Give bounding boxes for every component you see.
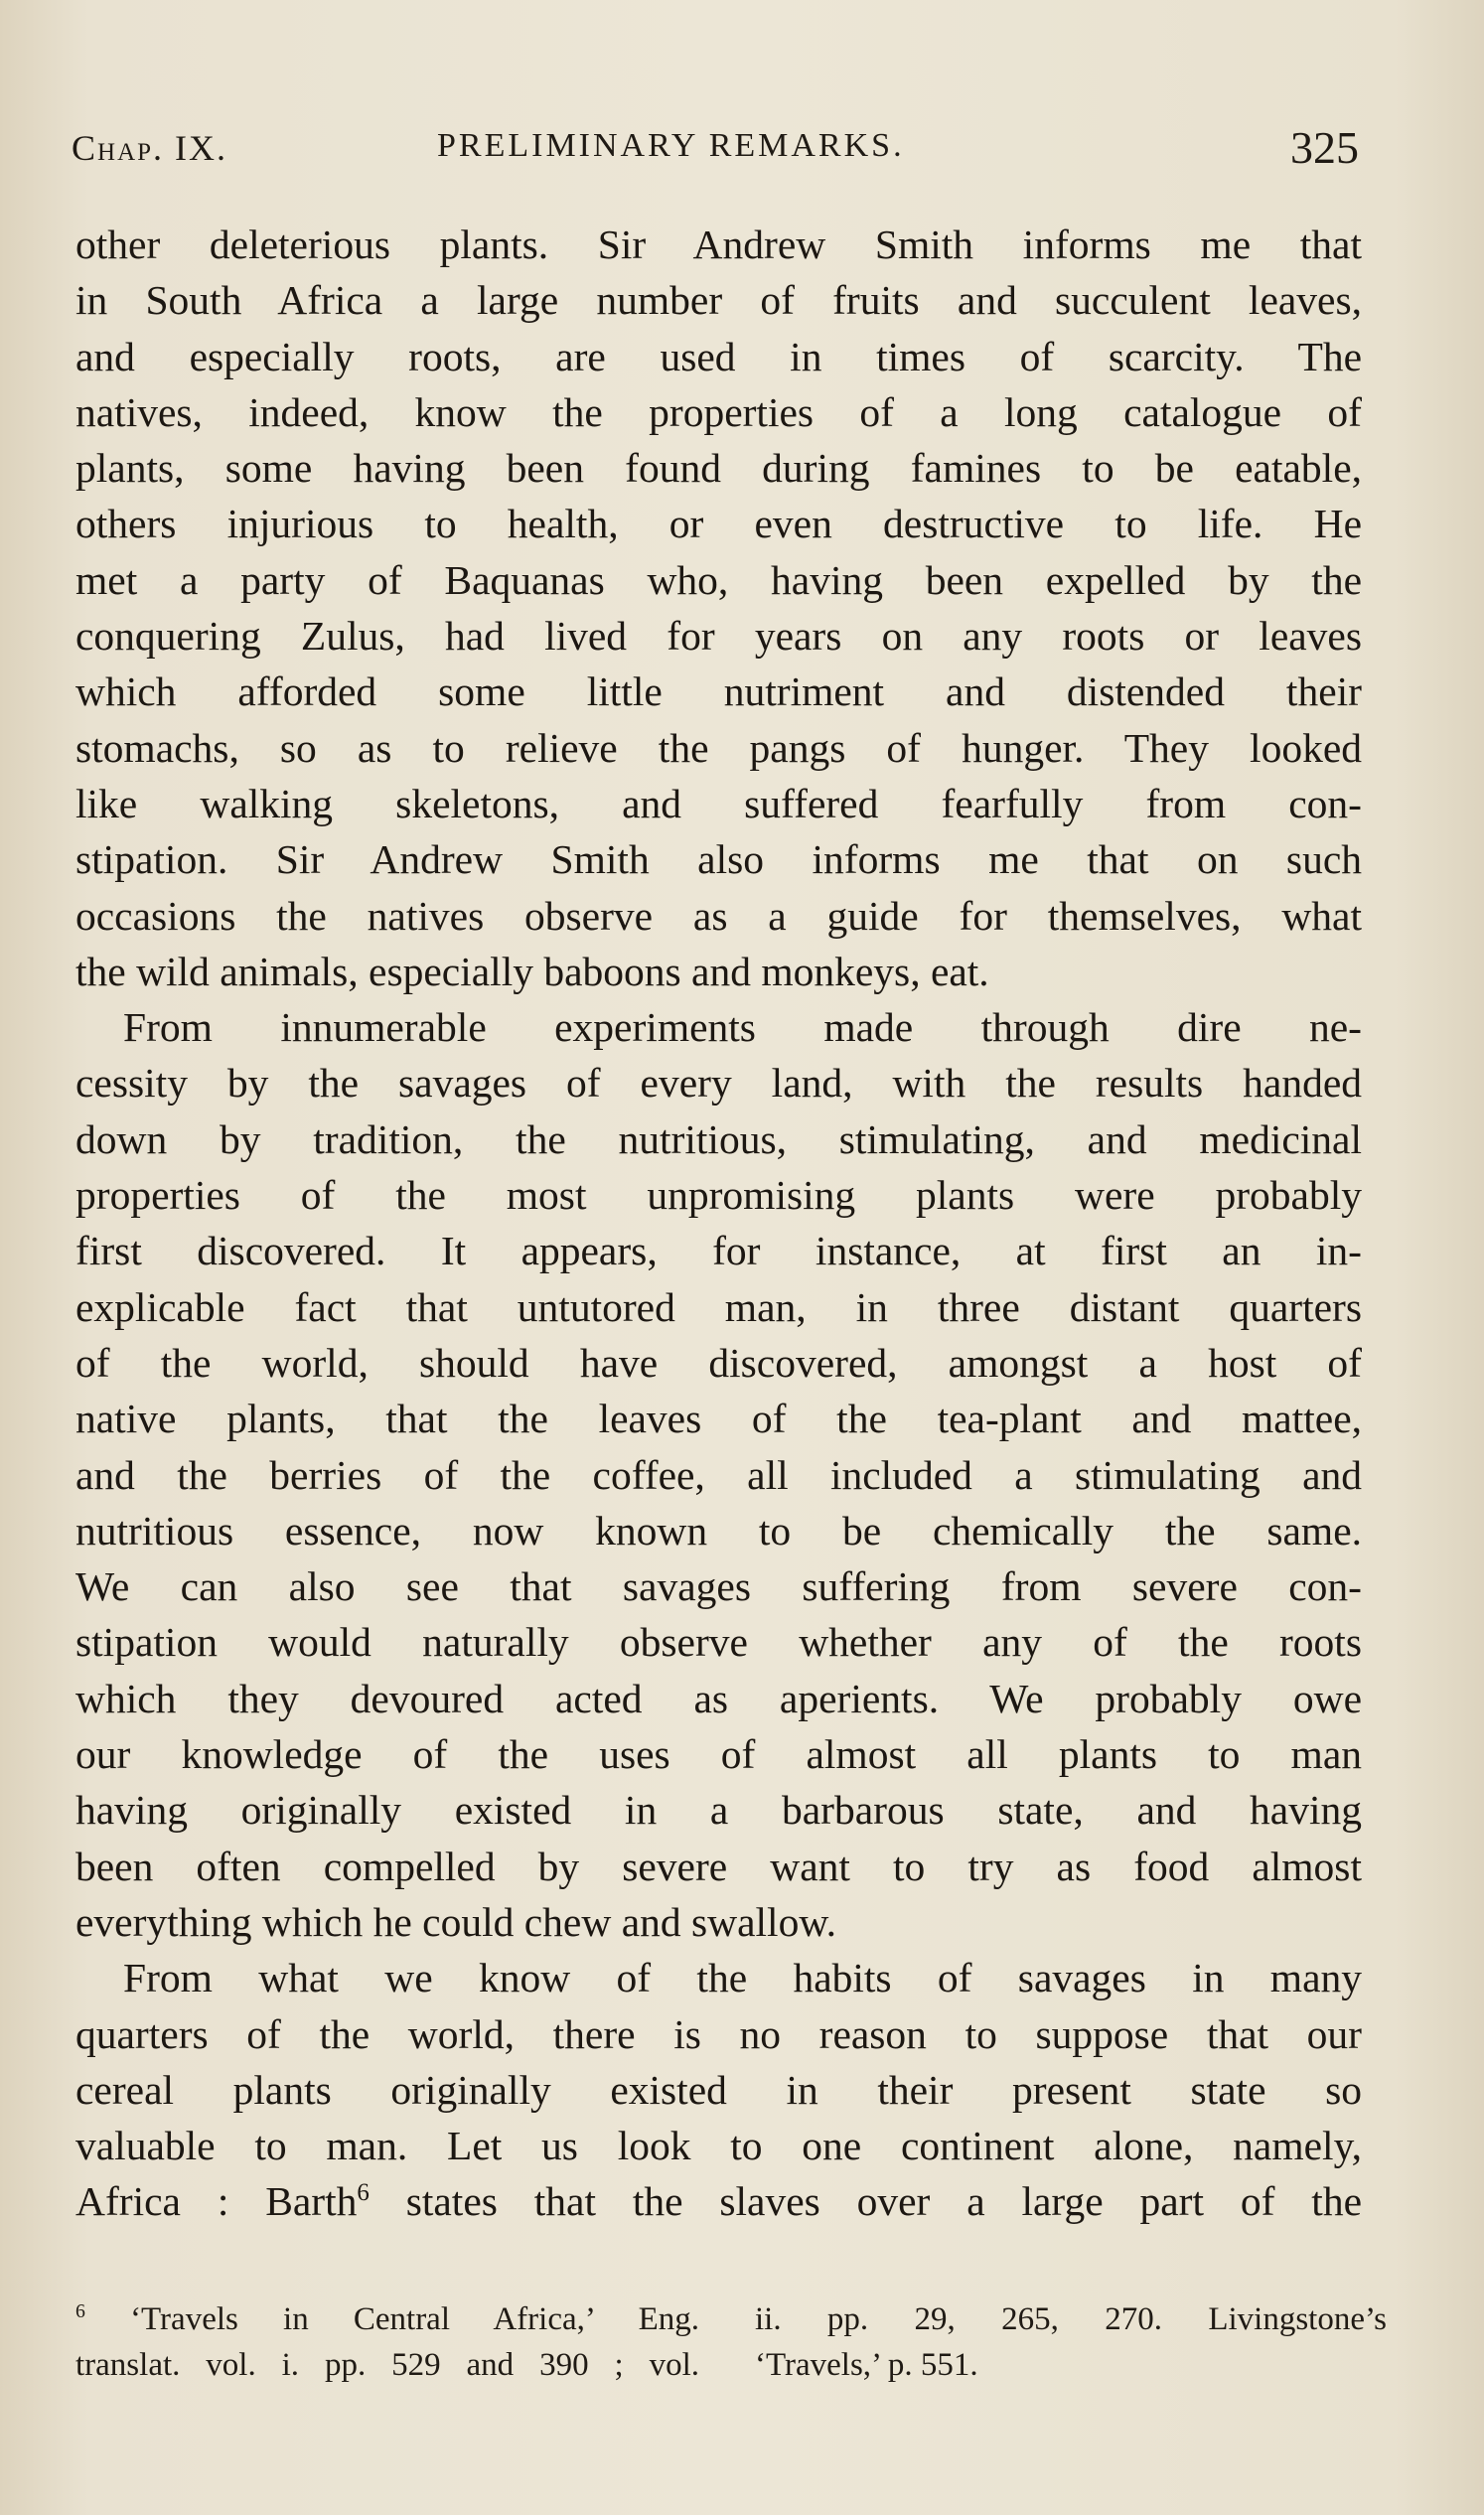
footnote-column-right xyxy=(755,2296,1387,2388)
footnote-marker: 6 xyxy=(75,2300,85,2322)
footnote-reference: 6 xyxy=(357,2179,370,2207)
text-line: From innumerable experiments made through dire ne- xyxy=(123,1004,1362,1051)
text-line: the wild animals, especially baboons and monkeys, eat. xyxy=(75,948,989,994)
page-number: 325 xyxy=(1290,122,1359,173)
text-fragment: Africa : Barth xyxy=(75,2178,358,2225)
text-line: stipation would naturally observe whether any of the roots xyxy=(75,1619,1362,1666)
running-header xyxy=(72,119,1363,179)
footnote-line: ii. pp. 29, 265, 270. Livingstone’s xyxy=(755,2301,1387,2337)
text-line: which they devoured acted as aperients. We probably owe xyxy=(75,1675,1362,1721)
text-line: explicable fact that untutored man, in three distant quarters xyxy=(75,1283,1362,1330)
text-line: first discovered. It appears, for instance, at first an in- xyxy=(75,1228,1362,1274)
text-line: stomachs, so as to relieve the pangs of hunger. They looked xyxy=(75,724,1362,771)
text-line: properties of the most unpromising plants were probably xyxy=(75,1172,1362,1219)
text-line: which afforded some little nutriment and distended their xyxy=(75,668,1362,715)
text-line: occasions the natives observe as a guide for themselves, what xyxy=(75,892,1362,939)
text-line: quarters of the world, there is no reason to suppose that our xyxy=(75,2010,1362,2057)
paragraph-2 xyxy=(75,999,1362,1950)
text-line: From what we know of the habits of savages in many xyxy=(123,1955,1362,2001)
chapter-label: Chap. IX. xyxy=(72,128,228,168)
text-line: valuable to man. Let us look to one continent alone, namely, xyxy=(75,2123,1362,2169)
footnote-line xyxy=(75,2296,699,2342)
footnote-line: ‘Travels,’ p. 551. xyxy=(755,2347,978,2383)
text-line: other deleterious plants. Sir Andrew Smith informs me that xyxy=(75,222,1362,267)
paragraph-1 xyxy=(75,217,1362,999)
text-line: plants, some having been found during famines to be eatable, xyxy=(75,445,1362,492)
text-line: and especially roots, are used in times of scarcity. The xyxy=(75,333,1362,379)
text-line: and the berries of the coffee, all included a stimulating and xyxy=(75,1451,1362,1498)
text-line: cereal plants originally existed in their present state so xyxy=(75,2066,1362,2113)
text-line: native plants, that the leaves of the tea-plant and mattee, xyxy=(75,1396,1362,1442)
text-line: in South Africa a large number of fruits and succulent leaves, xyxy=(75,277,1362,324)
text-line: been often compelled by severe want to try as food almost xyxy=(75,1843,1362,1889)
text-line: stipation. Sir Andrew Smith also informs me that on such xyxy=(75,836,1362,883)
text-line: cessity by the savages of every land, with the results handed xyxy=(75,1060,1362,1107)
text-line: our knowledge of the uses of almost all plants to man xyxy=(75,1731,1362,1778)
text-line-with-footnote-ref xyxy=(75,2173,1362,2229)
text-fragment: states that the slaves over a large part of the xyxy=(369,2178,1362,2225)
body-text xyxy=(75,217,1362,2230)
text-line: having originally existed in a barbarous state, and having xyxy=(75,1787,1362,1834)
text-line: of the world, should have discovered, amongst a host of xyxy=(75,1339,1362,1386)
text-line: We can also see that savages suffering from severe con- xyxy=(75,1563,1362,1610)
text-line: like walking skeletons, and suffered fearfully from con- xyxy=(75,780,1362,826)
text-line: everything which he could chew and swallow. xyxy=(75,1898,836,1945)
text-line: others injurious to health, or even destructive to life. He xyxy=(75,501,1362,547)
text-line: met a party of Baquanas who, having been expelled by the xyxy=(75,556,1362,603)
footnote-line: translat. vol. i. pp. 529 and 390 ; vol. xyxy=(75,2347,699,2383)
running-title: PRELIMINARY REMARKS. xyxy=(437,127,905,164)
text-fragment: ‘Travels in Central Africa,’ Eng. xyxy=(84,2301,699,2337)
text-line: nutritious essence, now known to be chemically the same. xyxy=(75,1507,1362,1553)
text-line: natives, indeed, know the properties of a long catalogue of xyxy=(75,388,1362,435)
text-line: conquering Zulus, had lived for years on any roots or leaves xyxy=(75,613,1362,660)
paragraph-3 xyxy=(75,1950,1362,2229)
footnote-column-left xyxy=(75,2296,699,2388)
text-line: down by tradition, the nutritious, stimulating, and medicinal xyxy=(75,1115,1362,1162)
